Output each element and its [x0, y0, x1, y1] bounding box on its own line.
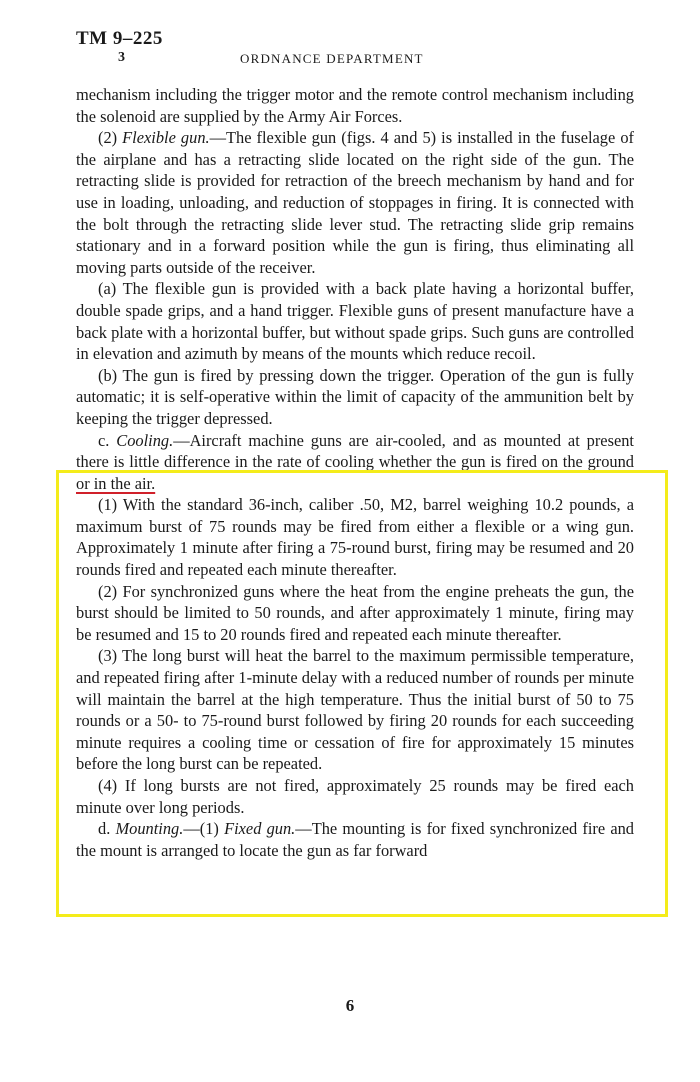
paragraph-body: —The flexible gun (figs. 4 and 5) is installed in the fuselage of the airplane and has a retracting slide located on the right side of the gun. The retracting slide is provided for retraction of the breech mechanism by hand and for use in loading, unloading, and reduction of stoppages in firing. It is connected with the bolt through the retracting slide lever stud. The retracting slide grip remains stationary and in a forward position while the gun is firing, thus eliminating all moving parts outside of the receiver. — [76, 128, 634, 277]
paragraph-flexible-gun — [76, 127, 634, 278]
paragraph-cooling-1: (1) With the standard 36-inch, caliber .50, M2, barrel weighing 10.2 pounds, a maximum burst of 75 rounds may be fired from either a flexible or a wing gun. Approximately 1 minute after firing a 75-round burst, firing may be resumed and 20 rounds fired and repeated each minute thereafter. — [76, 495, 634, 580]
paragraph-mounting — [76, 818, 634, 861]
section-number: 3 — [118, 50, 125, 65]
subheading-mounting: Mounting. — [115, 819, 184, 839]
paragraph-body: —The mounting is for fixed synchronized fire and the mount is arranged to locate the gun as far forward — [76, 819, 635, 860]
paragraph-lead: c. — [98, 430, 117, 450]
paragraph-cooling-2: (2) For synchronized guns where the heat from the engine preheats the gun, the burst should be limited to 50 rounds, and after approximately 1 minute, firing may be resumed and 15 to 20 rounds fired and repeated each minute thereafter. — [76, 581, 634, 644]
paragraph-continuation: mechanism including the trigger motor and the remote control mechanism including the solenoid are supplied by the Army Air Forces. — [76, 85, 634, 126]
paragraph-cooling-3: (3) The long burst will heat the barrel to the maximum permissible temperature, and repeated firing after 1-minute delay with a reduced number of rounds per minute will maintain the barrel at the high temperature. Thus the initial burst of 50 to 75 rounds or a 50- to 75-round burst followed by firing 20 rounds for each succeeding minute requires a cooling time or cessation of fire for approximately 15 minutes before the long burst can be repeated. — [76, 646, 634, 774]
paragraph-cooling-4: (4) If long bursts are not fired, approximately 25 rounds may be fired each minute over long periods. — [76, 776, 634, 817]
body-text — [76, 84, 634, 861]
paragraph-mid: —(1) — [183, 819, 225, 839]
paragraph-cooling — [76, 430, 634, 495]
subheading-fixed-gun: Fixed gun. — [224, 819, 296, 839]
underlined-phrase: little difference in the rate of cooling whether the gun is fired on the ground or in the air. — [76, 452, 635, 493]
paragraph-body: —Aircraft machine guns are air-cooled, and as mounted at present there is — [76, 430, 634, 472]
paragraph-a: (a) The flexible gun is provided with a back plate having a horizontal buffer, double spade grips, and a hand trigger. Flexible guns of present manufacture have a back plate with a horizontal buffer, but without spade grips. Such guns are controlled in elevation and azimuth by means of the mounts which reduce recoil. — [76, 279, 634, 364]
department-header: ORDNANCE DEPARTMENT — [240, 51, 424, 66]
paragraph-lead: d. — [98, 819, 116, 839]
tm-label: TM 9–225 — [76, 28, 163, 49]
paragraph-lead: (2) — [98, 128, 123, 148]
subheading-flexible-gun: Flexible gun. — [122, 128, 210, 148]
page-number: 6 — [345, 996, 355, 1015]
paragraph-b: (b) The gun is fired by pressing down the trigger. Operation of the gun is fully automatic; it is self-operative within the limit of capacity of the ammunition belt by keeping the trigger depressed. — [76, 365, 634, 428]
subheading-cooling: Cooling. — [116, 430, 174, 450]
